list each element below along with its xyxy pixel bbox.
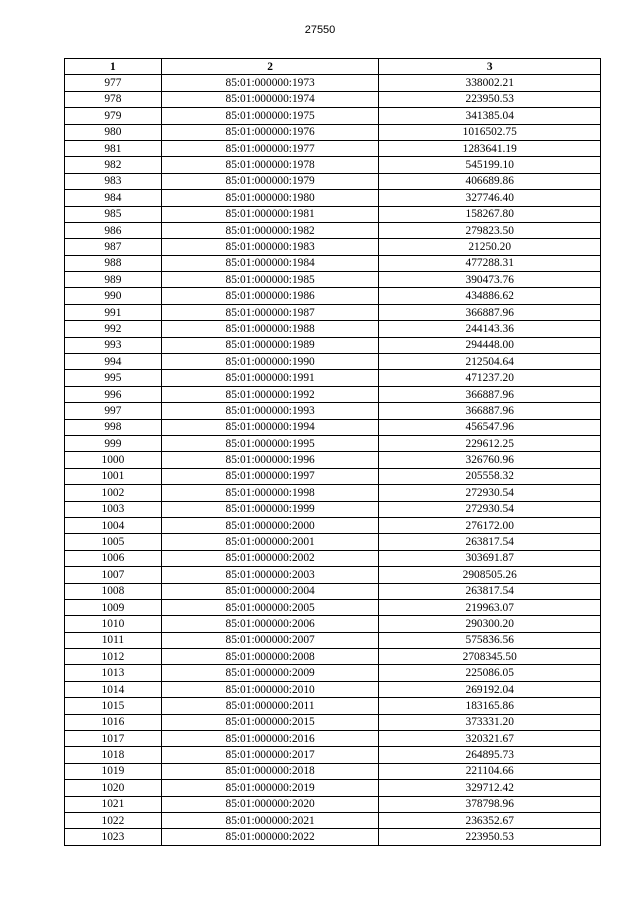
- table-row: [65, 468, 601, 484]
- cadastral-number-cell: 85:01:000000:2010: [161, 681, 379, 697]
- table-row: [65, 157, 601, 173]
- table-row: [65, 616, 601, 632]
- row-number-cell: 1013: [65, 665, 162, 681]
- table-row: [65, 649, 601, 665]
- value-cell: 378798.96: [379, 796, 601, 812]
- row-number-cell: 990: [65, 288, 162, 304]
- value-cell: 229612.25: [379, 435, 601, 451]
- value-cell: 366887.96: [379, 386, 601, 402]
- value-cell: 434886.62: [379, 288, 601, 304]
- cadastral-number-cell: 85:01:000000:1997: [161, 468, 379, 484]
- row-number-cell: 1009: [65, 599, 162, 615]
- table-row: [65, 124, 601, 140]
- cadastral-number-cell: 85:01:000000:2001: [161, 534, 379, 550]
- table-row: [65, 190, 601, 206]
- cadastral-number-cell: 85:01:000000:1993: [161, 403, 379, 419]
- cadastral-number-cell: 85:01:000000:1981: [161, 206, 379, 222]
- table-row: [65, 222, 601, 238]
- row-number-cell: 994: [65, 354, 162, 370]
- cadastral-number-cell: 85:01:000000:2006: [161, 616, 379, 632]
- cadastral-number-cell: 85:01:000000:1985: [161, 272, 379, 288]
- table-row: [65, 485, 601, 501]
- row-number-cell: 1007: [65, 567, 162, 583]
- table-body: [65, 75, 601, 845]
- value-cell: 244143.36: [379, 321, 601, 337]
- value-cell: 212504.64: [379, 354, 601, 370]
- column-header-1: 1: [65, 59, 162, 75]
- table-row: [65, 108, 601, 124]
- value-cell: 2708345.50: [379, 649, 601, 665]
- row-number-cell: 1020: [65, 780, 162, 796]
- row-number-cell: 1023: [65, 829, 162, 845]
- table-row: [65, 304, 601, 320]
- value-cell: 406689.86: [379, 173, 601, 189]
- row-number-cell: 977: [65, 75, 162, 91]
- cadastral-number-cell: 85:01:000000:2019: [161, 780, 379, 796]
- value-cell: 205558.32: [379, 468, 601, 484]
- value-cell: 373331.20: [379, 714, 601, 730]
- value-cell: 366887.96: [379, 304, 601, 320]
- row-number-cell: 1006: [65, 550, 162, 566]
- value-cell: 545199.10: [379, 157, 601, 173]
- cadastral-number-cell: 85:01:000000:2018: [161, 763, 379, 779]
- table-row: [65, 681, 601, 697]
- value-cell: 366887.96: [379, 403, 601, 419]
- table-row: [65, 599, 601, 615]
- value-cell: 338002.21: [379, 75, 601, 91]
- table-row: [65, 452, 601, 468]
- row-number-cell: 989: [65, 272, 162, 288]
- row-number-cell: 1010: [65, 616, 162, 632]
- value-cell: 279823.50: [379, 222, 601, 238]
- value-cell: 1016502.75: [379, 124, 601, 140]
- row-number-cell: 1003: [65, 501, 162, 517]
- cadastral-number-cell: 85:01:000000:2005: [161, 599, 379, 615]
- table-row: [65, 567, 601, 583]
- value-cell: 1283641.19: [379, 140, 601, 156]
- cadastral-number-cell: 85:01:000000:1976: [161, 124, 379, 140]
- value-cell: 294448.00: [379, 337, 601, 353]
- table-row: [65, 812, 601, 828]
- cadastral-number-cell: 85:01:000000:2008: [161, 649, 379, 665]
- header-row: [65, 59, 601, 75]
- value-cell: 471237.20: [379, 370, 601, 386]
- value-cell: 263817.54: [379, 534, 601, 550]
- cadastral-number-cell: 85:01:000000:1995: [161, 435, 379, 451]
- row-number-cell: 1011: [65, 632, 162, 648]
- table-row: [65, 337, 601, 353]
- cadastral-number-cell: 85:01:000000:1975: [161, 108, 379, 124]
- value-cell: 276172.00: [379, 517, 601, 533]
- row-number-cell: 1008: [65, 583, 162, 599]
- value-cell: 303691.87: [379, 550, 601, 566]
- cadastral-number-cell: 85:01:000000:2007: [161, 632, 379, 648]
- cadastral-number-cell: 85:01:000000:1973: [161, 75, 379, 91]
- table-row: [65, 550, 601, 566]
- cadastral-number-cell: 85:01:000000:1998: [161, 485, 379, 501]
- value-cell: 219963.07: [379, 599, 601, 615]
- table-row: [65, 370, 601, 386]
- value-cell: 223950.53: [379, 91, 601, 107]
- cadastral-number-cell: 85:01:000000:1996: [161, 452, 379, 468]
- table-row: [65, 517, 601, 533]
- value-cell: 223950.53: [379, 829, 601, 845]
- table-row: [65, 272, 601, 288]
- row-number-cell: 1021: [65, 796, 162, 812]
- cadastral-number-cell: 85:01:000000:1999: [161, 501, 379, 517]
- row-number-cell: 1012: [65, 649, 162, 665]
- cadastral-number-cell: 85:01:000000:1984: [161, 255, 379, 271]
- cadastral-number-cell: 85:01:000000:1990: [161, 354, 379, 370]
- cadastral-number-cell: 85:01:000000:2002: [161, 550, 379, 566]
- value-cell: 390473.76: [379, 272, 601, 288]
- value-cell: 341385.04: [379, 108, 601, 124]
- table-row: [65, 435, 601, 451]
- row-number-cell: 1018: [65, 747, 162, 763]
- row-number-cell: 997: [65, 403, 162, 419]
- cadastral-number-cell: 85:01:000000:2009: [161, 665, 379, 681]
- cadastral-number-cell: 85:01:000000:1982: [161, 222, 379, 238]
- value-cell: 236352.67: [379, 812, 601, 828]
- row-number-cell: 988: [65, 255, 162, 271]
- value-cell: 320321.67: [379, 731, 601, 747]
- cadastral-number-cell: 85:01:000000:1987: [161, 304, 379, 320]
- page-number: 27550: [304, 24, 336, 36]
- row-number-cell: 1015: [65, 698, 162, 714]
- value-cell: 326760.96: [379, 452, 601, 468]
- table-row: [65, 173, 601, 189]
- row-number-cell: 987: [65, 239, 162, 255]
- table-row: [65, 714, 601, 730]
- table-row: [65, 780, 601, 796]
- table-row: [65, 239, 601, 255]
- row-number-cell: 984: [65, 190, 162, 206]
- row-number-cell: 992: [65, 321, 162, 337]
- cadastral-number-cell: 85:01:000000:1986: [161, 288, 379, 304]
- table-row: [65, 354, 601, 370]
- table-row: [65, 386, 601, 402]
- value-cell: 269192.04: [379, 681, 601, 697]
- table-row: [65, 747, 601, 763]
- cadastral-number-cell: 85:01:000000:2016: [161, 731, 379, 747]
- row-number-cell: 986: [65, 222, 162, 238]
- table-row: [65, 288, 601, 304]
- row-number-cell: 980: [65, 124, 162, 140]
- table-row: [65, 321, 601, 337]
- row-number-cell: 999: [65, 435, 162, 451]
- table-row: [65, 140, 601, 156]
- row-number-cell: 1016: [65, 714, 162, 730]
- row-number-cell: 1017: [65, 731, 162, 747]
- row-number-cell: 1000: [65, 452, 162, 468]
- row-number-cell: 985: [65, 206, 162, 222]
- row-number-cell: 995: [65, 370, 162, 386]
- column-header-2: 2: [161, 59, 379, 75]
- row-number-cell: 1022: [65, 812, 162, 828]
- row-number-cell: 978: [65, 91, 162, 107]
- value-cell: 327746.40: [379, 190, 601, 206]
- cadastral-number-cell: 85:01:000000:1974: [161, 91, 379, 107]
- cadastral-number-cell: 85:01:000000:1979: [161, 173, 379, 189]
- row-number-cell: 1001: [65, 468, 162, 484]
- value-cell: 456547.96: [379, 419, 601, 435]
- cadastral-number-cell: 85:01:000000:2011: [161, 698, 379, 714]
- row-number-cell: 1014: [65, 681, 162, 697]
- row-number-cell: 1005: [65, 534, 162, 550]
- table-row: [65, 632, 601, 648]
- row-number-cell: 991: [65, 304, 162, 320]
- table-row: [65, 501, 601, 517]
- row-number-cell: 996: [65, 386, 162, 402]
- value-cell: 21250.20: [379, 239, 601, 255]
- column-header-3: 3: [379, 59, 601, 75]
- row-number-cell: 1019: [65, 763, 162, 779]
- table-row: [65, 698, 601, 714]
- value-cell: 477288.31: [379, 255, 601, 271]
- table-row: [65, 255, 601, 271]
- cadastral-number-cell: 85:01:000000:1983: [161, 239, 379, 255]
- table-row: [65, 419, 601, 435]
- table-row: [65, 829, 601, 845]
- cadastral-number-cell: 85:01:000000:1989: [161, 337, 379, 353]
- cadastral-number-cell: 85:01:000000:2003: [161, 567, 379, 583]
- table-row: [65, 665, 601, 681]
- value-cell: 2908505.26: [379, 567, 601, 583]
- cadastral-number-cell: 85:01:000000:1977: [161, 140, 379, 156]
- cadastral-number-cell: 85:01:000000:1992: [161, 386, 379, 402]
- cadastral-number-cell: 85:01:000000:1980: [161, 190, 379, 206]
- value-cell: 272930.54: [379, 485, 601, 501]
- row-number-cell: 998: [65, 419, 162, 435]
- table-row: [65, 91, 601, 107]
- table-row: [65, 206, 601, 222]
- row-number-cell: 1004: [65, 517, 162, 533]
- value-cell: 264895.73: [379, 747, 601, 763]
- table-row: [65, 403, 601, 419]
- row-number-cell: 979: [65, 108, 162, 124]
- cadastral-number-cell: 85:01:000000:2015: [161, 714, 379, 730]
- cadastral-number-cell: 85:01:000000:2004: [161, 583, 379, 599]
- row-number-cell: 982: [65, 157, 162, 173]
- value-cell: 183165.86: [379, 698, 601, 714]
- cadastral-number-cell: 85:01:000000:1988: [161, 321, 379, 337]
- table-row: [65, 796, 601, 812]
- row-number-cell: 983: [65, 173, 162, 189]
- value-cell: 290300.20: [379, 616, 601, 632]
- value-cell: 575836.56: [379, 632, 601, 648]
- cadastral-number-cell: 85:01:000000:1994: [161, 419, 379, 435]
- value-cell: 272930.54: [379, 501, 601, 517]
- cadastral-number-cell: 85:01:000000:2021: [161, 812, 379, 828]
- cadastral-number-cell: 85:01:000000:1978: [161, 157, 379, 173]
- value-cell: 263817.54: [379, 583, 601, 599]
- cadastral-number-cell: 85:01:000000:2022: [161, 829, 379, 845]
- table-row: [65, 763, 601, 779]
- cadastral-number-cell: 85:01:000000:1991: [161, 370, 379, 386]
- row-number-cell: 981: [65, 140, 162, 156]
- table-row: [65, 75, 601, 91]
- cadastral-number-cell: 85:01:000000:2017: [161, 747, 379, 763]
- table-row: [65, 731, 601, 747]
- row-number-cell: 1002: [65, 485, 162, 501]
- cadastral-number-cell: 85:01:000000:2020: [161, 796, 379, 812]
- table-row: [65, 583, 601, 599]
- value-cell: 158267.80: [379, 206, 601, 222]
- data-table: [64, 58, 601, 846]
- value-cell: 221104.66: [379, 763, 601, 779]
- value-cell: 329712.42: [379, 780, 601, 796]
- value-cell: 225086.05: [379, 665, 601, 681]
- row-number-cell: 993: [65, 337, 162, 353]
- cadastral-number-cell: 85:01:000000:2000: [161, 517, 379, 533]
- table-row: [65, 534, 601, 550]
